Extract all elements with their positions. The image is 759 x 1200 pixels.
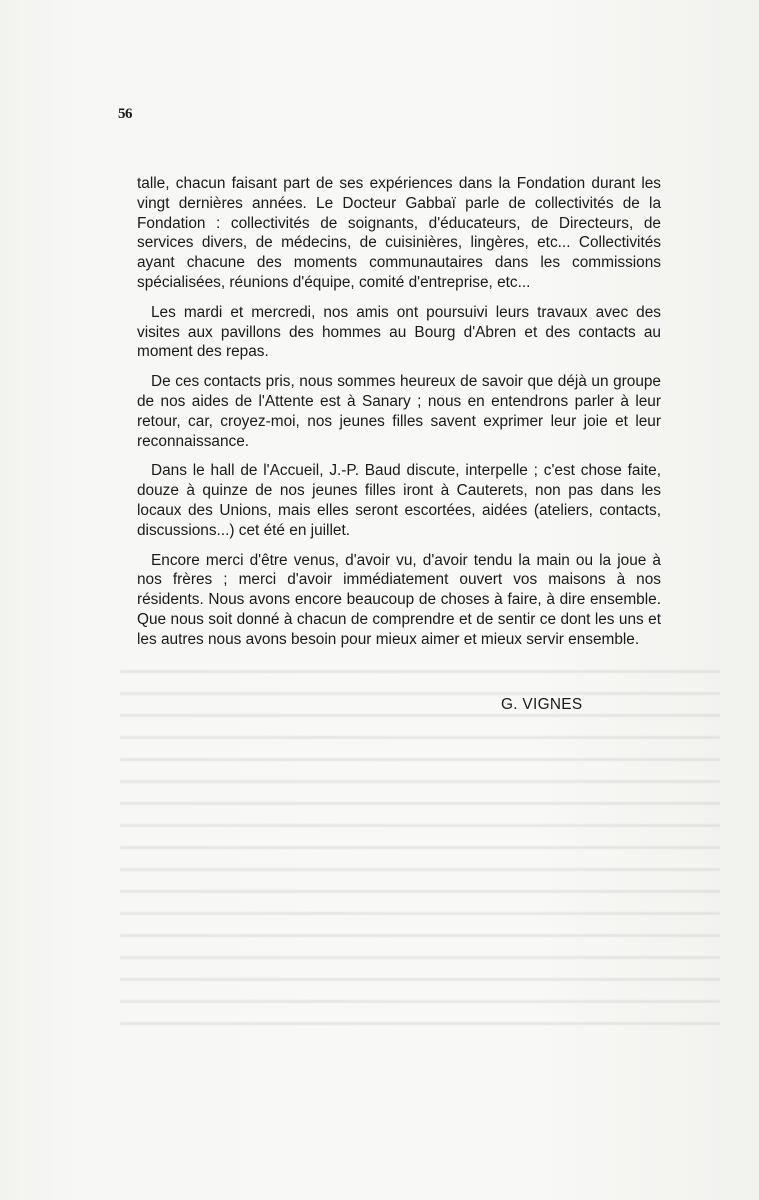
page-number: 56: [118, 106, 132, 122]
paragraph-3: De ces contacts pris, nous sommes heureux de savoir que déjà un groupe de nos aides de l'Attente est à Sanary ; nous en entendrons parler à leur retour, car, croyez-moi, nos jeunes filles savent exprimer leur joie et leur reconnaissance.: [137, 373, 661, 450]
body-text: [137, 174, 661, 660]
paragraph-4: Dans le hall de l'Accueil, J.-P. Baud discute, interpelle ; c'est chose faite, douze à quinze de nos jeunes filles iront à Cauterets, non pas dans les locaux des Unions, mais elles seront escortées, aidées (ateliers, contacts, discussions...) cet été en juillet.: [137, 462, 661, 539]
show-through-shadow: [120, 660, 720, 1040]
paragraph-1: talle, chacun faisant part de ses expériences dans la Fondation durant les vingt dernières années. Le Docteur Gabbaï parle de collectivités de la Fondation : collectivités de soignants, d'éducateurs, de Directeurs, de services divers, de médecins, de cuisinières, lingères, etc... Collectivités ayant chacune des moments communautaires dans les commissions spécialisées, réunions d'équipe, comité d'entreprise, etc...: [137, 175, 661, 291]
paragraph-5: Encore merci d'être venus, d'avoir vu, d'avoir tendu la main ou la joue à nos frères ; merci d'avoir immédiatement ouvert vos maisons à nos résidents. Nous avons encore beaucoup de choses à faire, à dire ensemble. Que nous soit donné à chacun de comprendre et de sentir ce dont les uns et les autres nous avons besoin pour mieux aimer et mieux servir ensemble.: [137, 551, 661, 648]
paragraph-2: Les mardi et mercredi, nos amis ont poursuivi leurs travaux avec des visites aux pavillons des hommes au Bourg d'Abren et des contacts au moment des repas.: [137, 303, 661, 361]
author-signature: G. VIGNES: [501, 696, 583, 713]
